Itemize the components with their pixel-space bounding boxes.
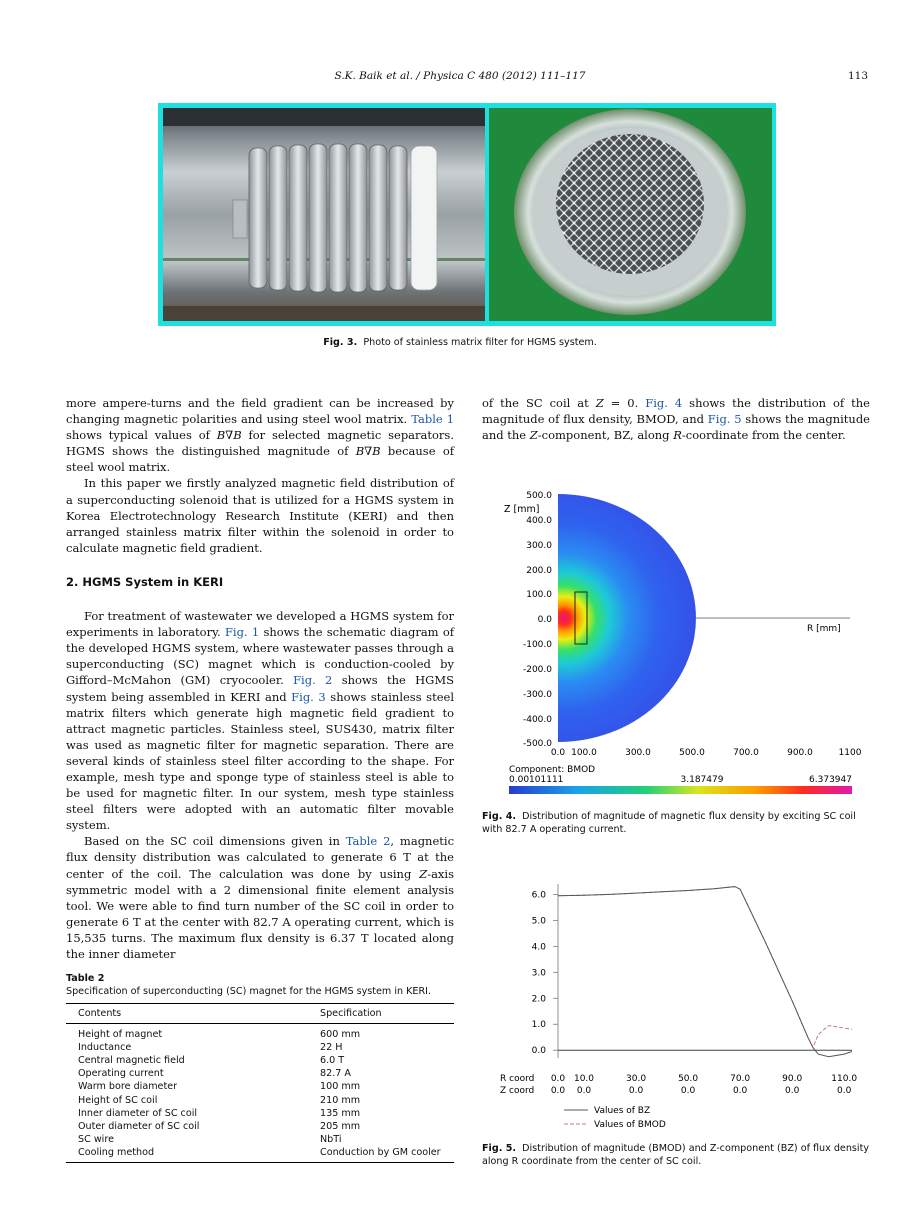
table-cell: Height of magnet [78,1029,163,1041]
table-row [66,1067,454,1080]
text: shows the distribution of the magnitude of flux density, BMOD, and [482,396,870,427]
table-cell: Cooling method [78,1146,155,1158]
z-tick: 400.0 [526,516,552,526]
z-tick: -400.0 [522,715,552,725]
table-row [66,1120,454,1133]
paragraph: In this paper we firstly analyzed magnetic field distribution of a superconducting solenoid that is utilized for a HGMS system in Korea Electrotechnology Research Institute (KERI) and then arranged stainless matrix filter within the solenoid in order to calculate magnetic field gradient. [66,476,454,555]
z-coord-value: 0.0 [784,1086,800,1096]
math: Z [595,396,604,410]
section-heading: 2. HGMS System in KERI [66,574,224,589]
text: = 0. [603,396,646,410]
color-scale-bar [509,786,852,794]
x-tick-label: 30.0 [626,1074,647,1084]
fig5-link[interactable]: Fig. 5 [707,412,742,427]
z-tick: 500.0 [526,491,552,501]
math: Z [529,428,538,443]
table-row [66,1080,454,1093]
table-cell: Inductance [78,1042,132,1054]
math: B∇B [355,444,381,459]
fig3-label: Fig. 3. [323,337,358,348]
z-tick: 200.0 [526,566,552,576]
filter-side-photo [163,108,485,321]
z-tick: -500.0 [522,739,552,749]
table-header-row [66,1004,454,1024]
text: for selected magnetic separators. HGMS shows the distinguished magnitude of [66,428,454,459]
fig4-caption [482,810,872,836]
y-tick-label: 5.0 [531,916,546,927]
table-row [66,1041,454,1054]
z-axis-ticks [523,491,552,749]
table-cell: SC wire [78,1133,114,1145]
r-tick: 300.0 [625,748,651,758]
right-column [482,395,870,443]
y-tick-label: 4.0 [531,942,546,953]
z-axis-label: Z [mm] [504,504,540,515]
legend-bz: Values of BZ [594,1106,651,1116]
text: Based on the SC coil dimensions given in [84,834,346,849]
text: -axis symmetric model with a 2 dimensional finite element analysis tool. We were able to find turn number of the SC coil in order to generate 6 T at the center with 82.7 A operating current, which is 15,535 turns. The maximum flux density is 6.37 T located along the inner diameter [66,866,454,961]
fig3-photo-frame [158,103,776,326]
x-tick-label: 90.0 [782,1074,803,1084]
math: R [673,428,682,443]
text: shows stainless steel matrix filters which generate high magnetic field gradient to attract magnetic particles. Stainless steel, SUS430, matrix filter was used as magnetic filter for magnetic separation. There are several kinds of stainless steel filter according to the shape. For example, mesh type and sponge type of stainless steel is able to be used for magnetic filter. In our system, mesh type stainless steel filters were adopted with an automatic filter movable system. [66,689,454,833]
text: shows typical values of [66,428,217,443]
fig1-link[interactable]: Fig. 1 [224,625,260,640]
y-tick-label: 3.0 [531,968,546,979]
text: -component, BZ, along [537,428,674,443]
r-coord-label: R coord [500,1074,535,1084]
table-cell: 6.0 T [320,1055,345,1067]
x-tick-label: 70.0 [730,1074,751,1084]
table2-title [66,972,454,998]
text: For treatment of wastewater we developed a HGMS system for experiments in laboratory. [66,609,454,640]
fig2-link[interactable]: Fig. 2 [293,673,333,688]
table-row [66,1094,454,1107]
fig4-field-map [482,482,872,802]
math: Z [419,866,428,881]
z-coord-value: 0.0 [837,1086,852,1096]
paragraph [482,395,870,443]
page-number: 113 [847,70,868,82]
z-tick: -300.0 [522,690,552,700]
x-tick-label: 10.0 [573,1074,595,1084]
table1-link[interactable]: Table 1 [411,412,455,427]
paragraph [66,833,454,962]
x-tick-label: 110.0 [831,1074,858,1084]
z-coord-value: 0.0 [628,1086,644,1096]
fig3-caption-text: Photo of stainless matrix filter for HGMS system. [363,337,597,348]
table-cell: 205 mm [320,1120,361,1132]
r-tick: 0.0 [550,748,566,758]
table-cell: 210 mm [320,1094,361,1106]
text: shows the HGMS system being assembled in KERI and [66,673,454,704]
fig4-caption-text: Distribution of magnitude of magnetic flux density by exciting SC coil with 82.7 A operating current. [482,811,856,835]
table-cell: Warm bore diameter [78,1081,178,1093]
table-cell: 100 mm [320,1081,361,1093]
text: -coordinate from the center. [681,428,846,443]
scale-mid: 3.187479 [680,775,724,785]
r-tick: 100.0 [571,748,597,758]
fig5-line-chart [482,878,872,1136]
paragraph [66,608,454,833]
table-header: Contents [78,1008,122,1019]
legend-bmod: Values of BMOD [594,1120,666,1130]
table-row [66,1107,454,1120]
z-coord-value: 0.0 [550,1086,566,1096]
z-tick: -100.0 [522,640,552,650]
table-header: Specification [320,1008,382,1019]
table2-link[interactable]: Table 2 [345,834,391,849]
z-tick: 100.0 [526,590,552,600]
r-tick: 900.0 [787,748,813,758]
r-tick: 700.0 [733,748,759,758]
z-coord-value: 0.0 [680,1086,696,1096]
table-cell: 600 mm [320,1029,361,1041]
table-cell: 22 H [320,1042,343,1054]
r-tick: 1100 [838,748,862,758]
table-cell: Conduction by GM cooler [320,1146,441,1158]
x-tick-label: 50.0 [678,1074,699,1084]
table2-caption: Specification of superconducting (SC) magnet for the HGMS system in KERI. [66,986,432,997]
z-coord-label: Z coord [500,1086,535,1096]
table-cell: Outer diameter of SC coil [78,1120,200,1132]
y-tick-label: 6.0 [531,890,546,901]
z-coord-value: 0.0 [732,1086,748,1096]
text: of the SC coil at [482,396,596,410]
z-coord-value: 0.0 [576,1086,592,1096]
table2 [66,1003,454,1163]
table-row [66,1133,454,1146]
series-line-bmod [558,887,852,1048]
y-tick-label: 0.0 [531,1046,546,1057]
text: shows the magnitude and the [482,412,870,443]
z-tick: 300.0 [526,541,552,551]
r-axis-ticks [551,748,862,758]
field-region [558,494,696,742]
table-row [66,1024,454,1042]
table-cell: 135 mm [320,1107,361,1119]
scale-max: 6.373947 [809,775,852,785]
text: , magnetic flux density distribution was calculated to generate 6 T at the center of the coil. The calculation was done by using [66,834,455,881]
table-row [66,1054,454,1067]
fig5-caption [482,1142,872,1168]
z-tick: 0.0 [537,615,552,625]
table-cell: Central magnetic field [78,1055,185,1067]
math: B∇B [216,428,242,443]
scale-min: 0.00101111 [509,775,564,785]
series-line-bz [558,887,852,1057]
text: shows the schematic diagram of the developed HGMS system, where wastewater passes through a superconducting (SC) magnet which is conduction-cooled by Gifford–McMahon (GM) cryocooler. [66,625,455,688]
text: more ampere-turns and the field gradient can be increased by changing magnetic polarities and using steel wool matrix. [66,396,454,427]
table-cell: Operating current [78,1068,164,1080]
fig5-caption-text: Distribution of magnitude (BMOD) and Z-component (BZ) of flux density along R coordinate from the center of SC coil. [482,1143,870,1167]
y-tick-label: 1.0 [531,1020,546,1031]
paragraph [66,395,454,475]
x-tick-label: 0.0 [550,1074,566,1084]
running-title: S.K. Baik et al. / Physica C 480 (2012) 111–117 [334,70,586,82]
table-row [66,1146,454,1163]
y-tick-label: 2.0 [531,994,546,1005]
r-tick: 500.0 [679,748,705,758]
table-cell: Inner diameter of SC coil [78,1107,198,1119]
component-label: Component: BMOD [509,765,596,775]
table-cell: Height of SC coil [78,1094,158,1106]
r-axis-label: R [mm] [807,624,841,634]
text: because of steel wool matrix. [66,444,454,475]
table-cell: NbTi [320,1133,342,1145]
left-column [66,395,454,962]
filter-end-photo [489,108,772,321]
table-cell: 82.7 A [320,1068,351,1080]
fig4-link[interactable]: Fig. 4 [645,396,683,410]
fig3-link[interactable]: Fig. 3 [291,689,326,704]
fig3-caption [0,336,920,349]
fig4-label: Fig. 4. [482,811,517,822]
fig5-label: Fig. 5. [482,1143,517,1154]
table2-label: Table 2 [66,973,105,984]
z-tick: -200.0 [522,665,552,675]
